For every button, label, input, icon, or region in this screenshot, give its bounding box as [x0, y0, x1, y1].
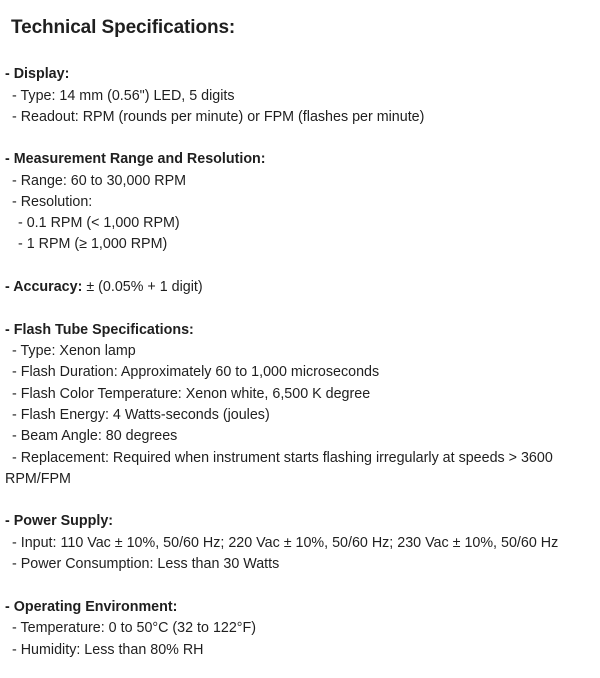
replacement-line-2: RPM/FPM	[5, 471, 71, 487]
environment-heading: - Operating Environment:	[5, 599, 178, 615]
flash-energy: - Flash Energy: 4 Watts-seconds (joules)	[12, 407, 270, 423]
power-consumption: - Power Consumption: Less than 30 Watts	[12, 556, 280, 572]
power-heading: - Power Supply:	[5, 513, 114, 529]
flash-color-temperature: - Flash Color Temperature: Xenon white, 6,500 K degree	[12, 386, 371, 402]
beam-angle: - Beam Angle: 80 degrees	[12, 428, 178, 444]
measurement-resolution: - Resolution:	[12, 194, 93, 210]
measurement-heading: - Measurement Range and Resolution:	[5, 151, 266, 167]
page-title: Technical Specifications:	[11, 17, 236, 38]
power-input: - Input: 110 Vac ± 10%, 50/60 Hz; 220 Vac ± 10%, 50/60 Hz; 230 Vac ± 10%, 50/60 Hz	[12, 535, 559, 551]
measurement-range: - Range: 60 to 30,000 RPM	[12, 173, 187, 189]
flash-duration: - Flash Duration: Approximately 60 to 1,000 microseconds	[12, 364, 380, 380]
flash-tube-type: - Type: Xenon lamp	[12, 343, 136, 359]
accuracy-label: - Accuracy:	[5, 279, 83, 295]
accuracy-line	[5, 277, 203, 297]
accuracy-value: ± (0.05% + 1 digit)	[82, 279, 203, 295]
replacement-line-1: - Replacement: Required when instrument starts flashing irregularly at speeds > 3600	[12, 450, 553, 466]
resolution-high: - 1 RPM (≥ 1,000 RPM)	[18, 236, 168, 252]
display-heading: - Display:	[5, 66, 70, 82]
resolution-low: - 0.1 RPM (< 1,000 RPM)	[18, 215, 180, 231]
flash-tube-heading: - Flash Tube Specifications:	[5, 322, 194, 338]
display-type: - Type: 14 mm (0.56") LED, 5 digits	[12, 88, 235, 104]
display-readout: - Readout: RPM (rounds per minute) or FPM (flashes per minute)	[12, 109, 425, 125]
environment-temperature: - Temperature: 0 to 50°C (32 to 122°F)	[12, 620, 257, 636]
environment-humidity: - Humidity: Less than 80% RH	[12, 642, 204, 658]
